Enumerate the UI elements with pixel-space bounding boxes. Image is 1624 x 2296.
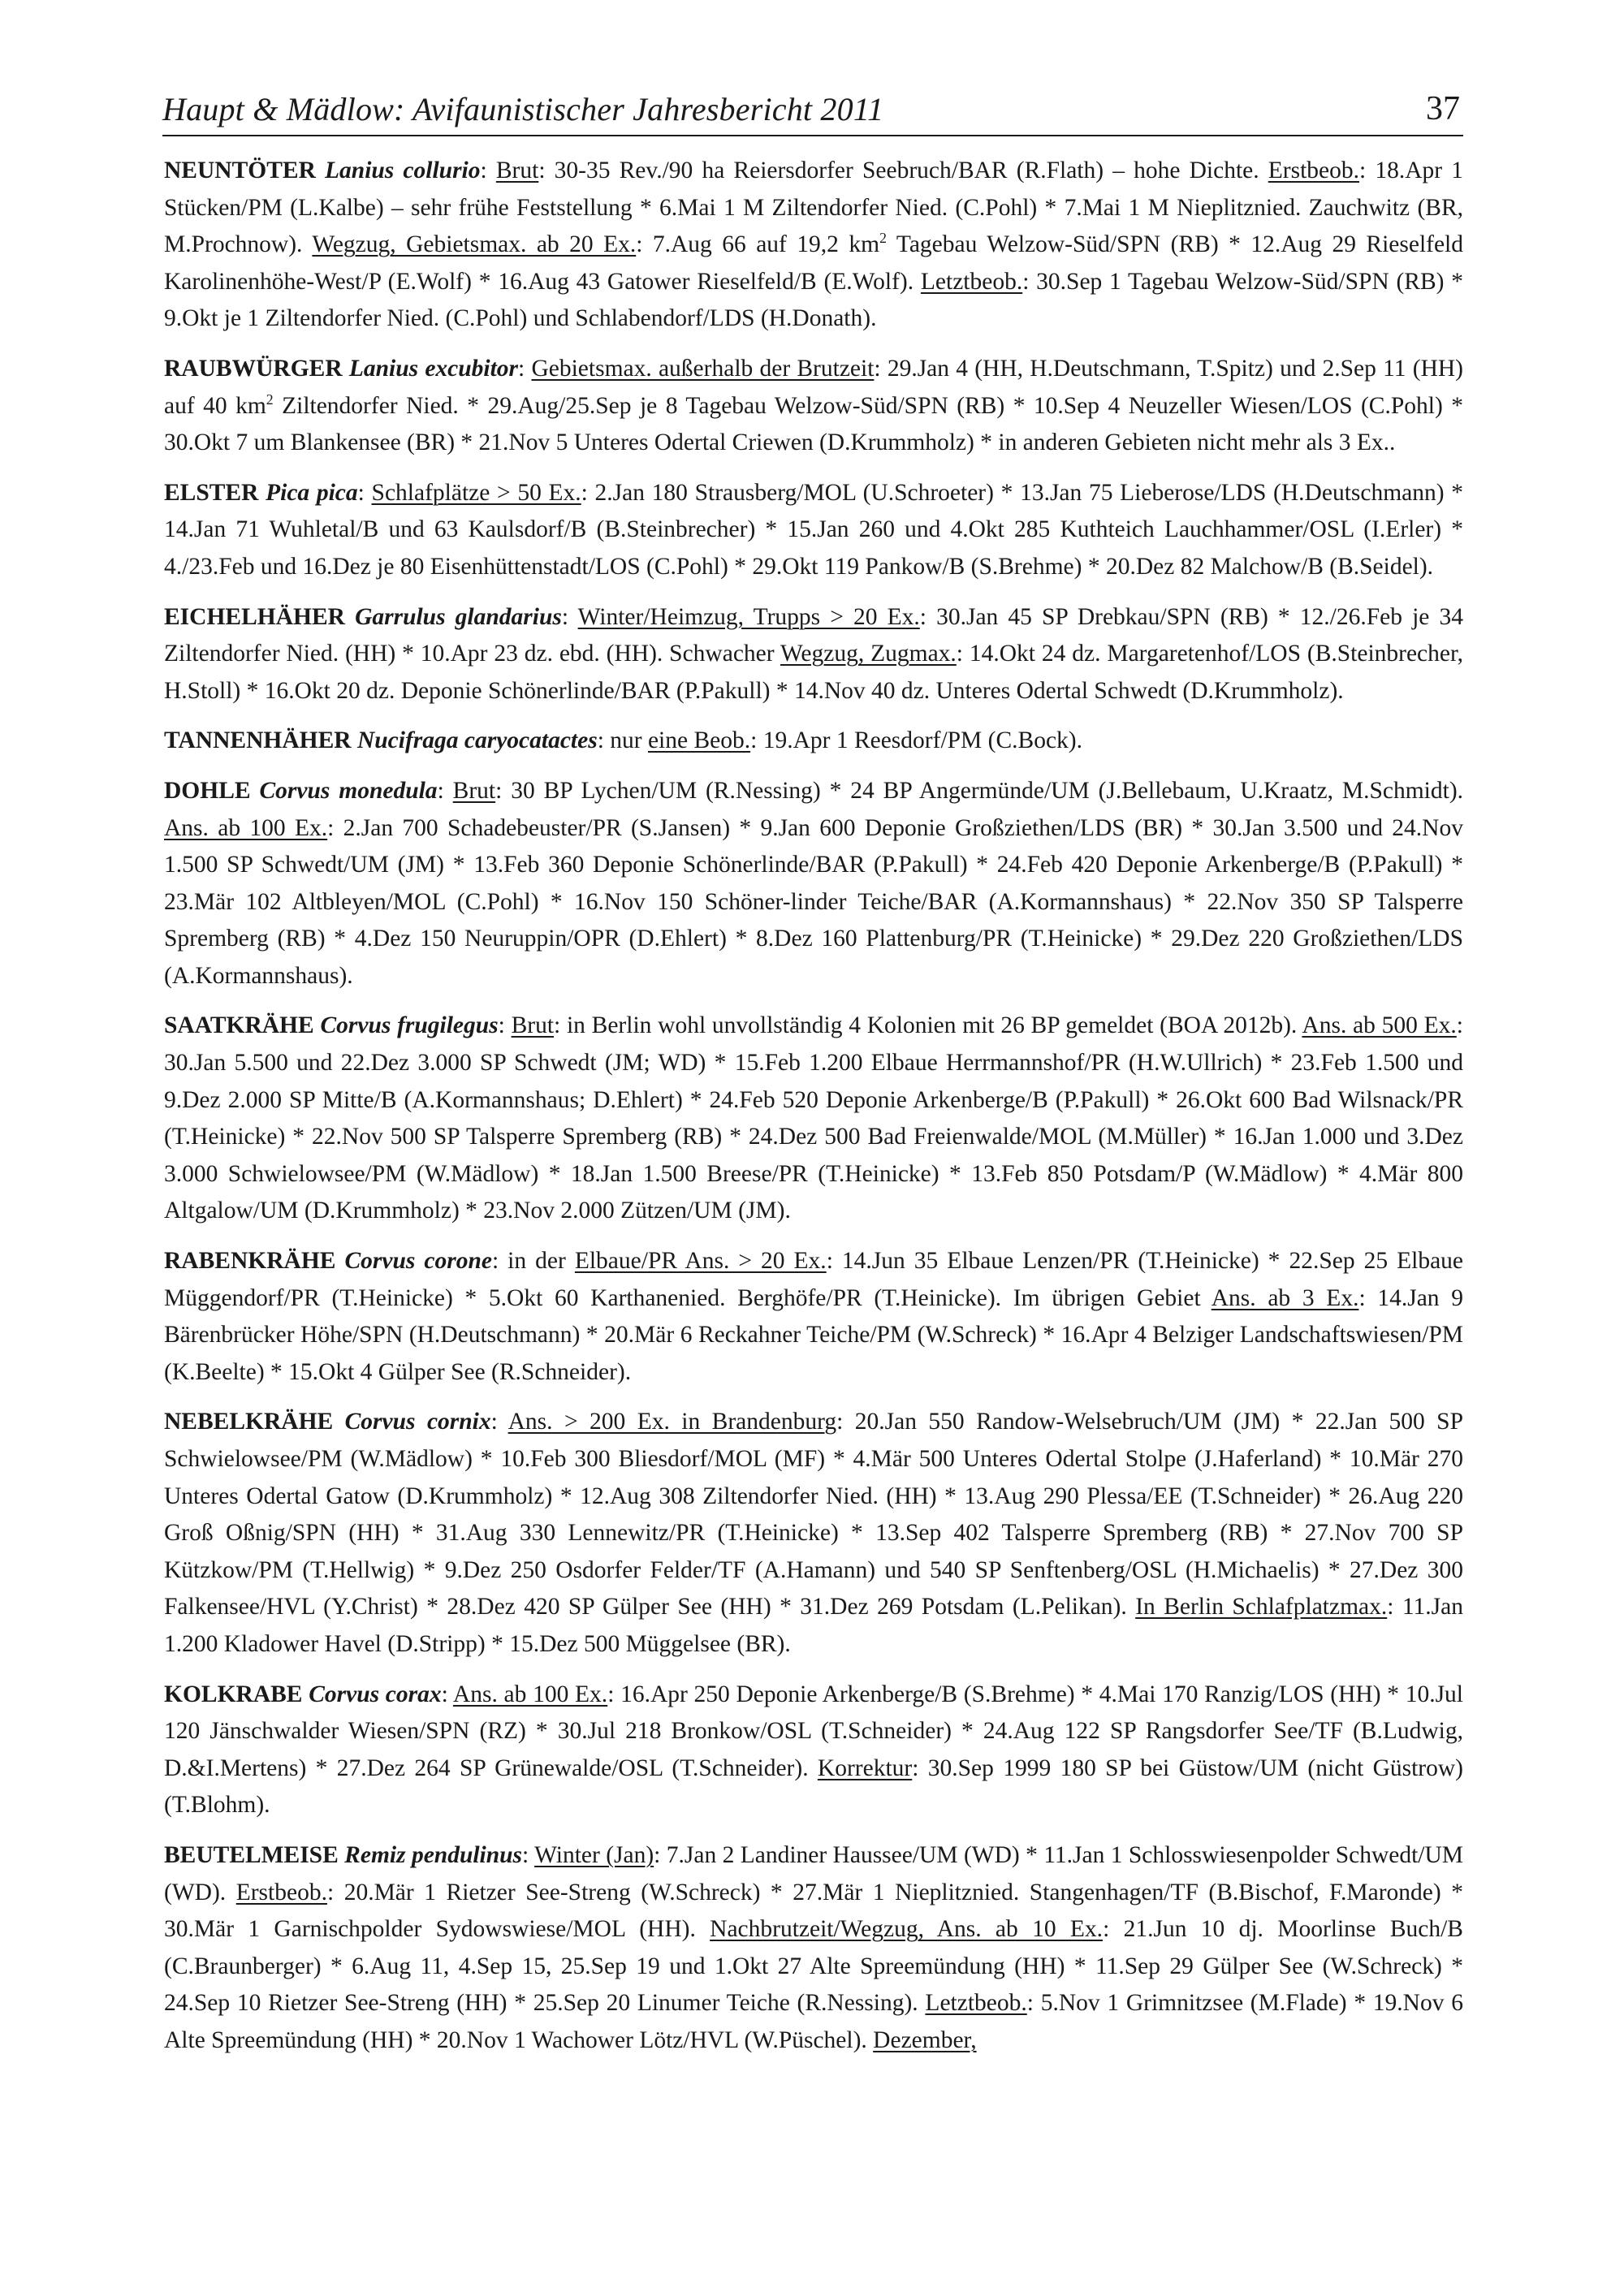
running-title: Haupt & Mädlow: Avifaunistischer Jahresbericht 2011 (162, 91, 884, 127)
species-latin-name: Garrulus glandarius (355, 603, 562, 630)
species-latin-name: Pica pica (266, 479, 358, 506)
section-label: Wegzug, Gebietsmax. ab 20 Ex. (312, 231, 637, 258)
species-entry (164, 1008, 1463, 1230)
section-label: Winter (Jan) (534, 1841, 654, 1868)
species-latin-name: Lanius excubitor (348, 355, 519, 382)
species-entry (164, 773, 1463, 995)
page-number: 37 (1426, 90, 1460, 127)
species-name: EICHELHÄHER (164, 603, 345, 630)
entry-text: : 29.Jan 4 (HH, H.Deutschmann, T.Spitz) und 2.Sep 11 (HH) auf 40 km (164, 355, 1464, 419)
species-name: ELSTER (164, 479, 259, 506)
entry-text: : in der (491, 1248, 575, 1275)
entry-text: : (490, 1409, 508, 1435)
section-label: Wegzug, Zugmax. (780, 641, 957, 667)
entry-text: Ziltendorfer Nied. * 29.Aug/25.Sep je 8 Tagebau Welzow-Süd/SPN (RB) * 10.Sep 4 Neuzeller Wiesen/LOS (C.Pohl) * 30.Okt 7 um Blankensee (BR) * 21.Nov 5 Unteres Odertal Criewen (D.Krummholz) * in anderen Gebieten nicht mehr als 3 Ex.. (164, 392, 1463, 456)
entry-text: : 21.Jun 10 dj. Moorlinse Buch/B (C.Braunberger) * 6.Aug 11, 4.Sep 15, 25.Sep 19 und 1.Okt 27 Alte Spreemündung (HH) * 11.Sep 29 Gülper See (W.Schreck) * 24.Sep 10 Rietzer See-Streng (HH) * 25.Sep 20 Linumer Teiche (R.Nessing). (164, 1916, 1463, 2017)
entry-text: : 30.Sep 1 Tagebau Welzow-Süd/SPN (RB) * 9.Okt je 1 Ziltendorfer Nied. (C.Pohl) und Schlabendorf/LDS (H.Donath). (164, 268, 1463, 332)
section-label: Korrektur (817, 1754, 913, 1781)
species-latin-name: Remiz pendulinus (344, 1841, 523, 1868)
entry-text: : 20.Mär 1 Rietzer See-Streng (W.Schreck) * 27.Mär 1 Nieplitznied. Stangenhagen/TF (B.Bischof, F.Maronde) * 30.Mär 1 Garnischpolder Sydowswiese/MOL (HH). (164, 1879, 1464, 1943)
species-name: BEUTELMEISE (164, 1841, 339, 1868)
superscript: 2 (879, 230, 887, 247)
section-label: Elbaue/PR Ans. > 20 Ex. (574, 1248, 827, 1275)
entry-text: : 16.Apr 250 Deponie Arkenberge/B (S.Brehme) * 4.Mai 170 Ranzig/LOS (HH) * 10.Jul 120 Jänschwalder Wiesen/SPN (RZ) * 30.Jul 218 Bronkow/OSL (T.Schneider) * 24.Aug 122 SP Rangsdorfer See/TF (B.Ludwig, D.&I.Mertens) * 27.Dez 264 SP Grünewalde/OSL (T.Schneider). (164, 1681, 1463, 1781)
entry-text: : (522, 1841, 535, 1868)
entry-text: : 14.Jan 9 Bärenbrücker Höhe/SPN (H.Deutschmann) * 20.Mär 6 Reckahner Teiche/PM (W.Schreck) * 16.Apr 4 Belziger Landschaftswiesen/PM (K.Beelte) * 15.Okt 4 Gülper See (R.Schneider). (164, 1284, 1463, 1385)
species-latin-name: Corvus corax (309, 1681, 442, 1707)
species-entry (164, 1404, 1463, 1663)
section-label: Nachbrutzeit/Wegzug, Ans. ab 10 Ex. (710, 1916, 1104, 1943)
species-latin-name: Corvus cornix (344, 1409, 491, 1435)
section-label: Erstbeob. (235, 1879, 327, 1905)
section-label: Ans. ab 3 Ex. (1211, 1284, 1359, 1311)
superscript: 2 (266, 391, 274, 408)
entry-text: : (437, 777, 453, 804)
entry-text: : 30-35 Rev./90 ha Reiersdorfer Seebruch/BAR (R.Flath) – hohe Dichte. (538, 158, 1268, 183)
entry-text: : 19.Apr 1 Reesdorf/PM (C.Bock). (750, 727, 1082, 754)
section-label: Schlafplätze > 50 Ex. (371, 479, 581, 506)
entry-text: : 14.Jun 35 Elbaue Lenzen/PR (T.Heinicke) * 22.Sep 25 Elbaue Müggendorf/PR (T.Heinicke) * 5.Okt 60 Karthanenied. Berghöfe/PR (T.Heinicke). Im übrigen Gebiet (164, 1248, 1464, 1311)
entry-text: : nur (597, 727, 648, 754)
entry-text: : (357, 479, 372, 506)
section-label: Ans. ab 100 Ex. (452, 1681, 608, 1707)
species-entry (164, 153, 1463, 338)
entry-text: : in Berlin wohl unvollständig 4 Kolonien mit 26 BP gemeldet (BOA 2012b). (554, 1012, 1302, 1039)
section-label: Letztbeob. (925, 1990, 1027, 2017)
species-entry (164, 475, 1463, 586)
section-label: Gebietsmax. außerhalb der Brutzeit (531, 355, 875, 382)
page-header (162, 78, 1463, 136)
species-entry (164, 1243, 1463, 1391)
entry-text: : 30.Jan 45 SP Drebkau/SPN (RB) * 12./26.Feb je 34 Ziltendorfer Nied. (HH) * 10.Apr 23 dz. ebd. (HH). Schwacher (164, 603, 1464, 667)
species-latin-name: Corvus frugilegus (320, 1012, 499, 1039)
section-label: Brut (495, 158, 539, 183)
species-entries (164, 153, 1463, 2073)
species-name: KOLKRABE (164, 1681, 303, 1707)
section-label: Brut (452, 777, 496, 804)
species-entry (164, 1837, 1463, 2060)
entry-text: : 30 BP Lychen/UM (R.Nessing) * 24 BP Angermünde/UM (J.Bellebaum, U.Kraatz, M.Schmidt). (495, 777, 1464, 804)
entry-text: Tagebau Welzow-Süd/SPN (RB) * 12.Aug 29 Rieselfeld Karolinenhöhe-West/P (E.Wolf) * 16.Aug 43 Gatower Rieselfeld/B (E.Wolf). (164, 231, 1463, 295)
section-label: Erstbeob. (1268, 158, 1360, 183)
section-label: Ans. > 200 Ex. in Brandenburg (508, 1409, 837, 1435)
species-latin-name: Nucifraga caryocatactes (356, 727, 598, 754)
entry-text: : (441, 1681, 453, 1707)
section-label: Dezember, (873, 2026, 977, 2053)
entry-text: : (518, 355, 532, 382)
entry-text: : (498, 1012, 512, 1039)
section-label: In Berlin Schlafplatzmax. (1135, 1594, 1388, 1621)
entry-text: : 11.Jan 1.200 Kladower Havel (D.Stripp) * 15.Dez 500 Müggelsee (BR). (164, 1594, 1463, 1657)
species-name: SAATKRÄHE (164, 1012, 314, 1039)
species-entry (164, 351, 1463, 462)
species-name: RAUBWÜRGER (164, 355, 343, 382)
entry-text: : 20.Jan 550 Randow-Welsebruch/UM (JM) * 22.Jan 500 SP Schwielowsee/PM (W.Mädlow) * 10.Feb 300 Bliesdorf/MOL (MF) * 4.Mär 500 Unteres Odertal Stolpe (J.Haferland) * 10.Mär 270 Unteres Odertal Gatow (D.Krummholz) * 12.Aug 308 Ziltendorfer Nied. (HH) * 13.Aug 290 Plessa/EE (T.Schneider) * 26.Aug 220 Groß Oßnig/SPN (HH) * 31.Aug 330 Lennewitz/PR (T.Heinicke) * 13.Sep 402 Talsperre Spremberg (RB) * 27.Nov 700 SP Kützkow/PM (T.Hellwig) * 9.Dez 250 Osdorfer Felder/TF (A.Hamann) und 540 SP Senftenberg/OSL (H.Michaelis) * 27.Dez 300 Falkensee/HVL (Y.Christ) * 28.Dez 420 SP Gülper See (HH) * 31.Dez 269 Potsdam (L.Pelikan). (164, 1409, 1463, 1621)
species-latin-name: Lanius collurio (325, 158, 481, 183)
entry-text: : (480, 158, 496, 183)
section-label: Winter/Heimzug, Trupps > 20 Ex. (577, 603, 920, 630)
entry-text: : 18.Apr 1 Stücken/PM (L.Kalbe) – sehr frühe Feststellung * 6.Mai 1 M Ziltendorfer Nied. (C.Pohl) * 7.Mai 1 M Nieplitznied. Zauchwitz (BR, M.Prochnow). (164, 158, 1464, 258)
species-entry (164, 599, 1463, 710)
entry-text: : 7.Jan 2 Landiner Haussee/UM (WD) * 11.Jan 1 Schlosswiesenpolder Schwedt/UM (WD). (164, 1841, 1464, 1905)
section-label: eine Beob. (647, 727, 751, 754)
species-name: NEBELKRÄHE (164, 1409, 334, 1435)
section-label: Brut (511, 1012, 555, 1039)
species-name: NEUNTÖTER (164, 158, 316, 183)
species-latin-name: Corvus corone (344, 1248, 492, 1275)
species-latin-name: Corvus monedula (259, 777, 438, 804)
species-name: TANNENHÄHER (164, 727, 352, 754)
species-entry (164, 1677, 1463, 1824)
entry-text: : 2.Jan 180 Strausberg/MOL (U.Schroeter) * 13.Jan 75 Lieberose/LDS (H.Deutschmann) * 14.Jan 71 Wuhletal/B und 63 Kaulsdorf/B (B.Steinbrecher) * 15.Jan 260 und 4.Okt 285 Kuthteich Lauchhammer/OSL (I.Erler) * 4./23.Feb und 16.Dez je 80 Eisenhüttenstadt/LOS (C.Pohl) * 29.Okt 119 Pankow/B (S.Brehme) * 20.Dez 82 Malchow/B (B.Seidel). (164, 479, 1464, 580)
section-label: Ans. ab 100 Ex. (164, 814, 328, 841)
entry-text: : 7.Aug 66 auf 19,2 km (636, 231, 880, 258)
entry-text: : (561, 603, 578, 630)
entry-text: : 5.Nov 1 Grimnitzsee (M.Flade) * 19.Nov 6 Alte Spreemündung (HH) * 20.Nov 1 Wachower Lötz/HVL (W.Püschel). (164, 1990, 1463, 2053)
section-label: Letztbeob. (920, 268, 1023, 295)
section-label: Ans. ab 500 Ex. (1302, 1012, 1457, 1039)
entry-text: : 30.Sep 1999 180 SP bei Güstow/UM (nicht Güstrow) (T.Blohm). (164, 1754, 1464, 1819)
species-name: DOHLE (164, 777, 251, 804)
species-name: RABENKRÄHE (164, 1248, 336, 1275)
entry-text: : 14.Okt 24 dz. Margaretenhof/LOS (B.Steinbrecher, H.Stoll) * 16.Okt 20 dz. Deponie Schönerlinde/BAR (P.Pakull) * 14.Nov 40 dz. Unteres Odertal Schwedt (D.Krummholz). (164, 641, 1464, 704)
entry-text: : 30.Jan 5.500 und 22.Dez 3.000 SP Schwedt (JM; WD) * 15.Feb 1.200 Elbaue Herrmannshof/PR (H.W.Ullrich) * 23.Feb 1.500 und 9.Dez 2.000 SP Mitte/B (A.Kormannshaus; D.Ehlert) * 24.Feb 520 Deponie Arkenberge/B (P.Pakull) * 26.Okt 600 Bad Wilsnack/PR (T.Heinicke) * 22.Nov 500 SP Talsperre Spremberg (RB) * 24.Dez 500 Bad Freienwalde/MOL (M.Müller) * 16.Jan 1.000 und 3.Dez 3.000 Schwielowsee/PM (W.Mädlow) * 18.Jan 1.500 Breese/PR (T.Heinicke) * 13.Feb 850 Potsdam/P (W.Mädlow) * 4.Mär 800 Altgalow/UM (D.Krummholz) * 23.Nov 2.000 Zützen/UM (JM). (164, 1012, 1463, 1224)
entry-text: : 2.Jan 700 Schadebeuster/PR (S.Jansen) * 9.Jan 600 Deponie Großziethen/LDS (BR) * 30.Jan 3.500 und 24.Nov 1.500 SP Schwedt/UM (JM) * 13.Feb 360 Deponie Schönerlinde/BAR (P.Pakull) * 24.Feb 420 Deponie Arkenberge/B (P.Pakull) * 23.Mär 102 Altbleyen/MOL (C.Pohl) * 16.Nov 150 Schöner-linder Teiche/BAR (A.Kormannshaus) * 22.Nov 350 SP Talsperre Spremberg (RB) * 4.Dez 150 Neuruppin/OPR (D.Ehlert) * 8.Dez 160 Plattenburg/PR (T.Heinicke) * 29.Dez 220 Großziethen/LDS (A.Kormannshaus). (164, 814, 1463, 989)
species-entry (164, 723, 1463, 760)
